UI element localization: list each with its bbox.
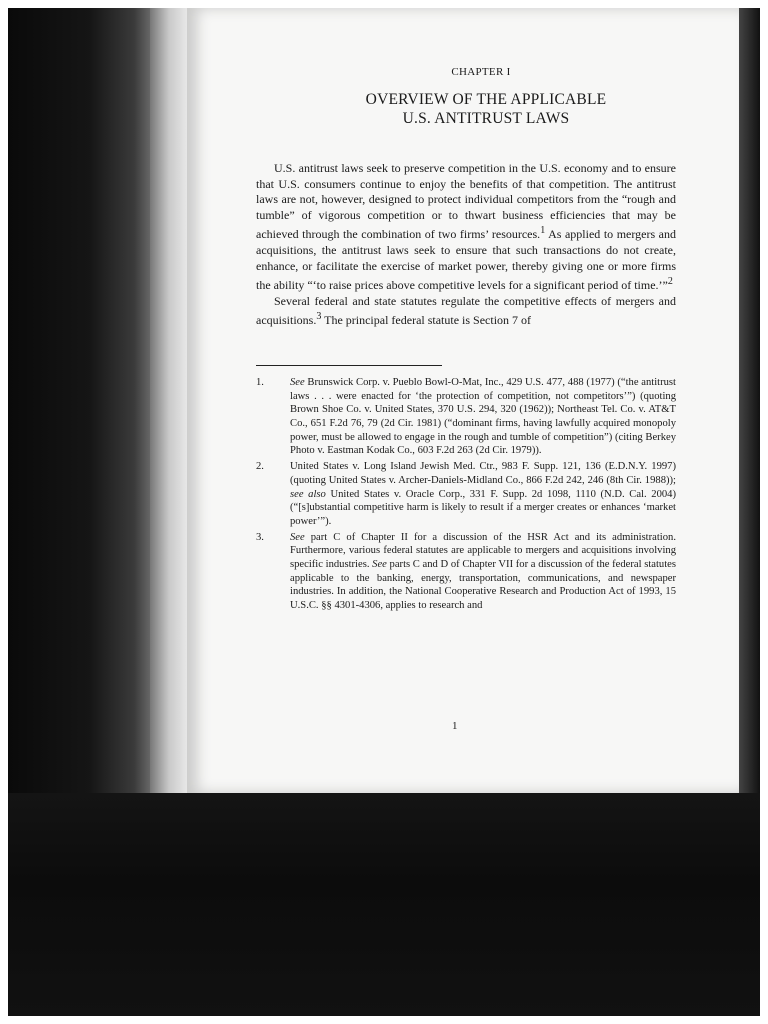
footnote-ref-2: 2 — [667, 276, 673, 288]
chapter-label: CHAPTER I — [451, 66, 511, 78]
scan-bottom-shadow — [8, 793, 760, 1016]
footnote-2 — [256, 460, 676, 529]
footnote-divider — [256, 365, 442, 366]
footnote-number: 1. — [256, 376, 264, 388]
footnote-number: 2. — [256, 461, 264, 473]
page-right-edge — [739, 8, 760, 793]
paragraph-1: U.S. antitrust laws seek to preserve competition in the U.S. economy and to ensure that U.S. consumers continue to enjoy the benefits of that competition. The antitrust laws are not, however, designed to protect individual competitors from the “rough and tumble” of vigorous competition or to thwart business efficiencies that may be achieved through the combination of two firms’ resources.$^1$ As applied to mergers and acquisitions, the antitrust laws seek to ensure that such transactions do not create, enhance, or facilitate the exercise of market power, thereby giving one or more firms the ability “‘to raise prices above competitive levels for a significant period of time.’”$^2$ — [256, 161, 677, 293]
page-number: 1 — [452, 720, 458, 732]
footnote-text: United States v. Long Island Jewish Med. Ctr., 983 F. Supp. 121, 136 (E.D.N.Y. 1997) (quoting United States v. Archer-Daniels-Midland Co., 866 F.2d 242, 246 (8th Cir. 1988)); see also United States v. Oracle Corp., 331 F. Supp. 2d 1098, 1110 (N.D. Cal. 2004) (“[s]ubstantial competitive harm is likely to result if a merger creates or enhances ‘market power’”). — [290, 461, 676, 527]
left-page-edge — [150, 8, 188, 793]
footnote-3 — [256, 531, 676, 613]
chapter-title-line-2: U.S. ANTITRUST LAWS — [402, 110, 570, 127]
footnote-ref-3: 3 — [316, 311, 322, 323]
footnotes — [256, 376, 676, 613]
chapter-title — [296, 90, 676, 128]
footnote-text: See part C of Chapter II for a discussion of the HSR Act and its administration. Furthermore, various federal statutes are applicable to mergers and acquisitions involving specific industries. See parts C and D of Chapter VII for a discussion of the federal statutes applicable to the banking, energy, transportation, communications, and newspaper industries. In addition, the National Cooperative Research and Production Act of 1993, 15 U.S.C. §§ 4301-4306, applies to research and — [290, 531, 676, 612]
page-content — [256, 66, 676, 615]
footnote-text: See Brunswick Corp. v. Pueblo Bowl-O-Mat, Inc., 429 U.S. 477, 488 (1977) (“the antitrust laws . . . were enacted for ‘the protection of competition, not competitors’”) (quoting Brown Shoe Co. v. United States, 370 U.S. 294, 320 (1962)); Northeast Tel. Co. v. AT&T Co., 651 F.2d 76, 79 (2d Cir. 1981) (“dominant firms, having lawfully acquired monopoly power, must be allowed to engage in the rough and tumble of competition”) (citing Berkey Photo v. Eastman Kodak Co., 603 F.2d 263 (2d Cir. 1979)). — [290, 376, 676, 457]
body-text — [256, 161, 676, 329]
chapter-title-line-1: OVERVIEW OF THE APPLICABLE — [365, 91, 607, 108]
footnote-number: 3. — [256, 531, 264, 543]
paragraph-2: Several federal and state statutes regulate the competitive effects of mergers and acquisitions.$^3$ The principal federal statute is Section 7 of — [256, 293, 676, 328]
footnote-1 — [256, 376, 676, 458]
footnote-ref-1: 1 — [540, 225, 546, 237]
